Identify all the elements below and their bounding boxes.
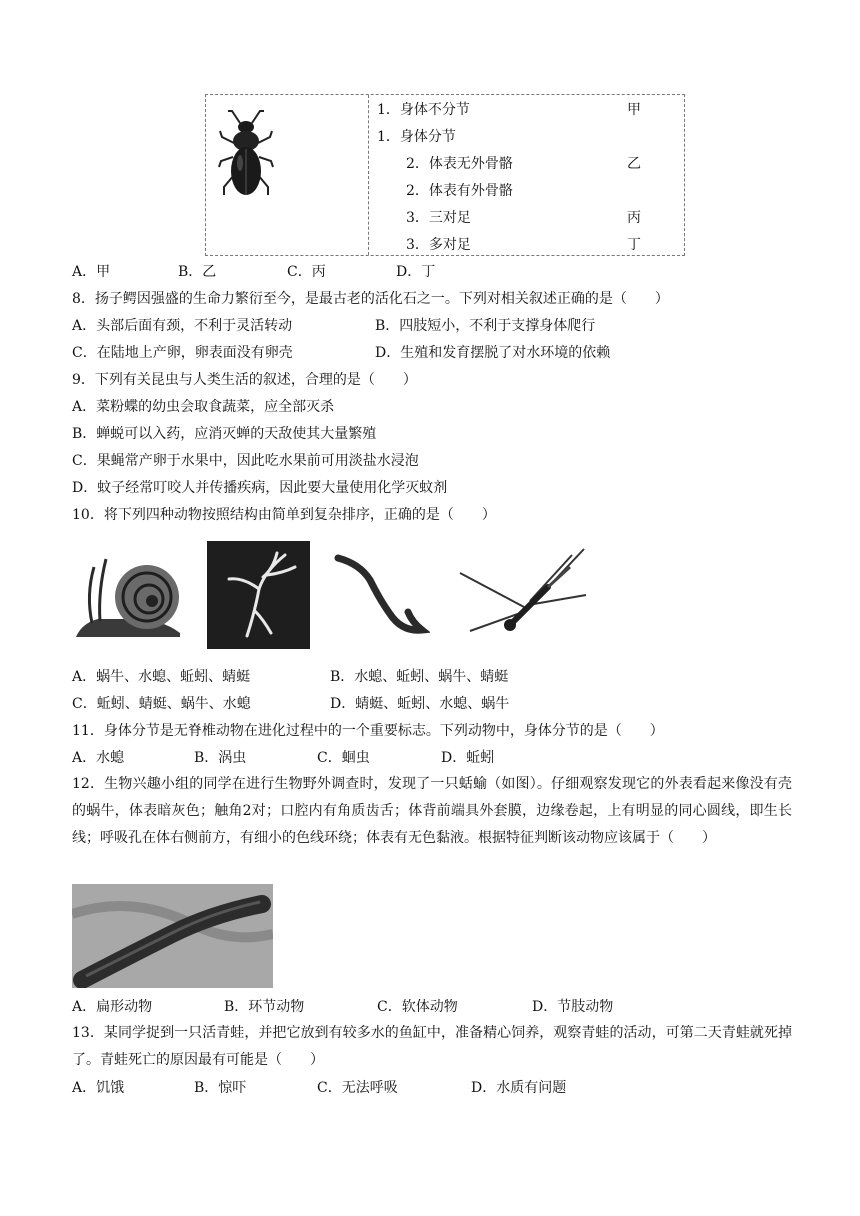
q13-option-d[interactable]: D．水质有问题 <box>471 1080 567 1096</box>
dragonfly-image <box>452 545 590 645</box>
q10-option-d[interactable]: D．蜻蜓、蚯蚓、水螅、蜗牛 <box>330 696 510 712</box>
slug-image <box>72 884 273 988</box>
q12-option-d[interactable]: D．节肢动物 <box>532 999 614 1015</box>
key-result-5: 丙 <box>627 210 641 226</box>
q13-option-c[interactable]: C．无法呼吸 <box>317 1080 398 1096</box>
key-row-4: 2．体表有外骨骼 <box>406 183 513 199</box>
key-result-1: 甲 <box>627 102 641 118</box>
key-row-6: 3．多对足 <box>406 237 471 253</box>
q7-option-d[interactable]: D．丁 <box>396 264 436 280</box>
key-result-6: 丁 <box>627 237 641 253</box>
q9-option-b[interactable]: B．蝉蜕可以入药，应消灭蝉的天敌使其大量繁殖 <box>72 426 377 442</box>
q11-option-a[interactable]: A．水螅 <box>72 750 125 766</box>
q7-option-a[interactable]: A．甲 <box>72 264 111 280</box>
q12-option-a[interactable]: A．扁形动物 <box>72 999 153 1015</box>
q7-option-b[interactable]: B．乙 <box>178 264 217 280</box>
q11-stem: 11．身体分节是无脊椎动物在进化过程中的一个重要标志。下列动物中，身体分节的是（ ） <box>72 723 664 739</box>
q8-option-b[interactable]: B．四肢短小，不利于支撑身体爬行 <box>375 318 596 334</box>
q8-option-d[interactable]: D．生殖和发育摆脱了对水环境的依赖 <box>375 345 611 361</box>
q12-option-b[interactable]: B．环节动物 <box>224 999 305 1015</box>
key-row-3: 2．体表无外骨骼 <box>406 156 513 172</box>
q11-option-d[interactable]: D．蚯蚓 <box>441 750 495 766</box>
q13-option-a[interactable]: A．饥饿 <box>72 1080 125 1096</box>
dichotomous-key-table <box>205 94 685 256</box>
q8-option-a[interactable]: A．头部后面有颈，不利于灵活转动 <box>72 318 293 334</box>
q11-option-c[interactable]: C．蛔虫 <box>317 750 370 766</box>
key-row-1: 1．身体不分节 <box>377 102 470 118</box>
q12-stem: 12．生物兴趣小组的同学在进行生物野外调查时，发现了一只蛞蝓（如图）。仔细观察发现它的外表看起来像没有壳的蜗牛，体表暗灰色；触角2对；口腔内有角质齿舌；体背前端具外套膜，边缘卷起，上有明显的同心圆线，即生长线；呼吸孔在体右侧前方，有细小的色线环绕；体表有无色黏液。根据特征判断该动物应该属于（ ） <box>72 776 792 846</box>
q10-option-c[interactable]: C．蚯蚓、蜻蜓、蜗牛、水螅 <box>72 696 251 712</box>
q13-option-b[interactable]: B．惊吓 <box>194 1080 247 1096</box>
table-divider <box>368 95 369 255</box>
key-row-5: 3．三对足 <box>406 210 471 226</box>
q10-option-a[interactable]: A．蜗牛、水螅、蚯蚓、蜻蜓 <box>72 669 251 685</box>
beetle-image <box>216 105 276 205</box>
key-row-2: 1．身体分节 <box>377 129 456 145</box>
snail-image <box>72 545 184 641</box>
q8-option-c[interactable]: C．在陆地上产卵，卵表面没有卵壳 <box>72 345 293 361</box>
q9-stem: 9．下列有关昆虫与人类生活的叙述，合理的是（ ） <box>72 372 417 388</box>
q11-option-b[interactable]: B．涡虫 <box>194 750 247 766</box>
hydra-image <box>207 541 310 649</box>
q9-option-c[interactable]: C．果蝇常产卵于水果中，因此吃水果前可用淡盐水浸泡 <box>72 453 419 469</box>
q13-stem: 13．某同学捉到一只活青蛙，并把它放到有较多水的鱼缸中，准备精心饲养，观察青蛙的活动，可第二天青蛙就死掉了。青蛙死亡的原因最有可能是（ ） <box>72 1025 792 1068</box>
q7-option-c[interactable]: C．丙 <box>287 264 326 280</box>
key-result-3: 乙 <box>627 156 641 172</box>
q10-stem: 10．将下列四种动物按照结构由简单到复杂排序，正确的是（ ） <box>72 507 496 523</box>
q8-stem: 8．扬子鳄因强盛的生命力繁衍至今，是最古老的活化石之一。下列对相关叙述正确的是（ ） <box>72 291 669 307</box>
q12-option-c[interactable]: C．软体动物 <box>377 999 458 1015</box>
q9-option-a[interactable]: A．菜粉蝶的幼虫会取食蔬菜，应全部灭杀 <box>72 399 335 415</box>
earthworm-image <box>330 550 430 642</box>
q9-option-d[interactable]: D．蚊子经常叮咬人并传播疾病，因此要大量使用化学灭蚊剂 <box>72 480 448 496</box>
q10-option-b[interactable]: B．水螅、蚯蚓、蜗牛、蜻蜓 <box>330 669 509 685</box>
